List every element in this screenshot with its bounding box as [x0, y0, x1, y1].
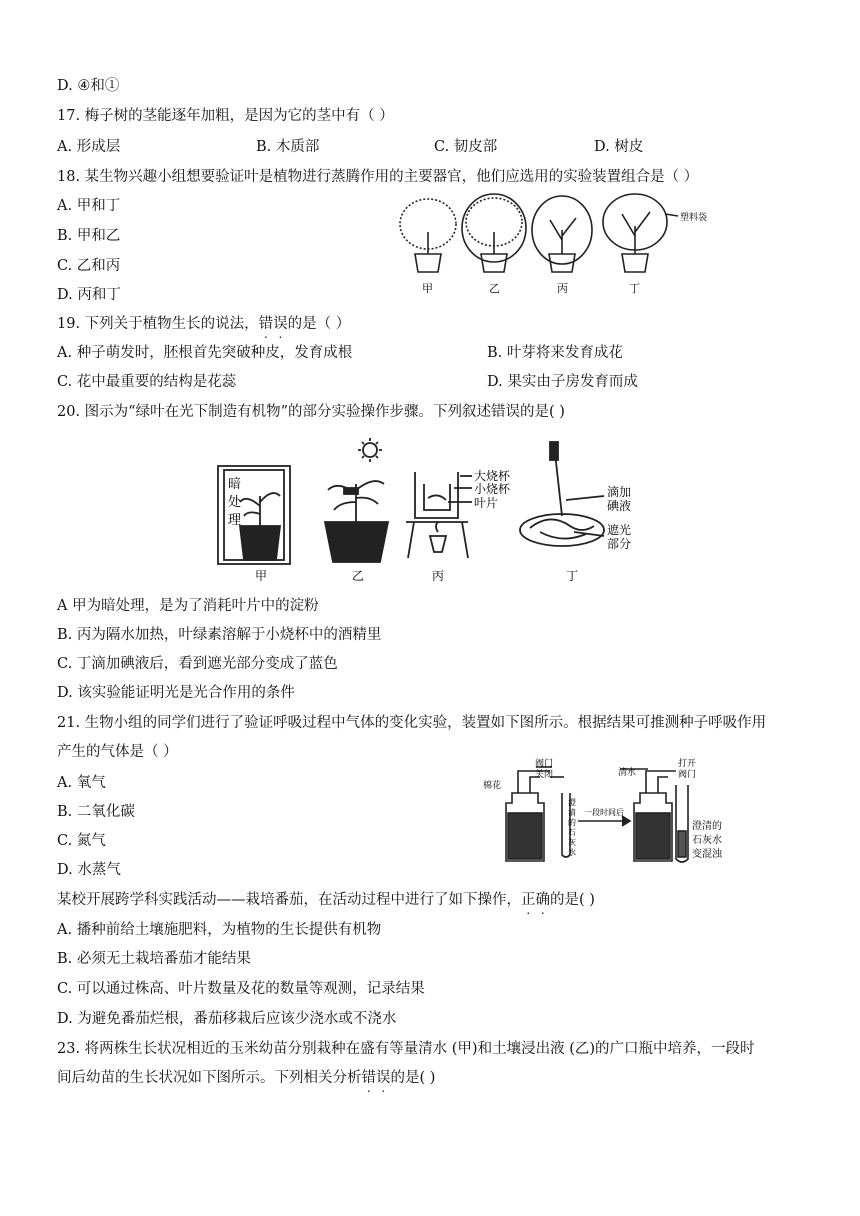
- q22-option-a: A. 播种前给土壤施肥料，为植物的生长提供有机物: [57, 922, 382, 938]
- q21-tube-1: 澄: [568, 798, 576, 807]
- q18-label-ding: 丁: [629, 282, 640, 295]
- q20-callout-leaf: 叶片: [474, 496, 499, 510]
- q18-label-bing: 丙: [557, 282, 568, 295]
- q21-valve-open-2: 阀门: [678, 770, 697, 780]
- q18-bag-label: 塑料袋: [680, 213, 708, 223]
- q17-option-c: C. 韧皮部: [434, 139, 498, 155]
- q17-stem: 17. 梅子树的茎能逐年加粗，是因为它的茎中有（ ）: [57, 108, 394, 124]
- q21-tube-3: 的: [568, 818, 576, 827]
- q21-tube-4: 石: [568, 828, 576, 837]
- q21-valve-open-1: 打开: [678, 759, 697, 769]
- q20-callout-iodine-1: 滴加: [607, 485, 632, 499]
- q21-valve-closed-1: 阀门: [535, 759, 554, 769]
- q21-option-b: B. 二氧化碳: [57, 804, 135, 820]
- q21-stem-line2: 产生的气体是（ ）: [57, 744, 178, 760]
- q19-option-b: B. 叶芽将来发育成花: [487, 345, 623, 361]
- q22-option-b: B. 必须无土栽培番茄才能结果: [57, 951, 251, 967]
- q20-label-jia: 甲: [255, 569, 268, 583]
- q20-option-d: D. 该实验能证明光是光合作用的条件: [57, 685, 295, 701]
- q20-stem: 20. 图示为“绿叶在光下制造有机物”的部分实验操作步骤。下列叙述错误的是( ): [57, 404, 565, 420]
- q21-result-3: 变混浊: [692, 849, 722, 860]
- q20-dark-label-3: 理: [228, 513, 242, 528]
- q18-option-a: A. 甲和丁: [57, 198, 121, 214]
- q21-tube-6: 水: [568, 848, 576, 857]
- q19-option-c: C. 花中最重要的结构是花蕊: [57, 374, 237, 390]
- q18-option-b: B. 甲和乙: [57, 228, 121, 244]
- q16-option-d: D. ④和①: [57, 78, 120, 94]
- q21-option-a: A. 氧气: [57, 775, 106, 791]
- q20-dark-label-1: 暗: [228, 477, 242, 492]
- q21-tube-5: 灰: [568, 838, 576, 847]
- q22-option-c: C. 可以通过株高、叶片数量及花的数量等观测，记录结果: [57, 981, 425, 997]
- q21-figure: [478, 755, 748, 867]
- q22-option-d: D. 为避免番茄烂根，番茄移栽后应该少浇水或不浇水: [57, 1011, 397, 1027]
- q20-callout-shade-2: 部分: [607, 537, 632, 551]
- q21-cotton-label: 棉花: [483, 781, 502, 791]
- q21-water-label: 清水: [618, 768, 637, 778]
- q21-stem-line1: 21. 生物小组的同学们进行了验证呼吸过程中气体的变化实验，装置如下图所示。根据结果可推测种子呼吸作用: [57, 715, 767, 731]
- q20-figure: [210, 436, 660, 584]
- q20-label-ding: 丁: [566, 569, 579, 583]
- q21-result-2: 石灰水: [692, 835, 722, 846]
- q21-option-d: D. 水蒸气: [57, 862, 121, 878]
- q21-valve-closed-2: 关闭: [535, 770, 554, 780]
- q20-option-a: A 甲为暗处理，是为了消耗叶片中的淀粉: [57, 598, 319, 614]
- q20-option-b: B. 丙为隔水加热，叶绿素溶解于小烧杯中的酒精里: [57, 627, 382, 643]
- q17-option-b: B. 木质部: [256, 139, 320, 155]
- q21-option-c: C. 氮气: [57, 833, 106, 849]
- q17-option-a: A. 形成层: [57, 139, 121, 155]
- q23-stem-line1: 23. 将两株生长状况相近的玉米幼苗分别栽种在盛有等量清水 (甲)和土壤浸出液 (乙)的广口瓶中培养，一段时: [57, 1041, 755, 1057]
- q18-option-d: D. 丙和丁: [57, 287, 121, 303]
- q18-stem: 18. 某生物兴趣小组想要验证叶是植物进行蒸腾作用的主要器官，他们应选用的实验装置组合是（ ）: [57, 169, 699, 185]
- q19-option-d: D. 果实由子房发育而成: [487, 374, 638, 390]
- q20-option-c: C. 丁滴加碘液后，看到遮光部分变成了蓝色: [57, 656, 338, 672]
- q17-option-d: D. 树皮: [594, 139, 644, 155]
- q20-callout-shade-1: 遮光: [607, 523, 632, 537]
- q20-callout-small-beaker: 小烧杯: [474, 482, 511, 496]
- q21-result-1: 澄清的: [692, 821, 722, 832]
- q21-tube-2: 清: [568, 808, 576, 817]
- q19-stem: 19. 下列关于植物生长的说法，错误的是（ ）: [57, 316, 351, 332]
- q19-option-a: A. 种子萌发时，胚根首先突破种皮，发育成根: [57, 345, 353, 361]
- q20-dark-label-2: 处: [228, 495, 242, 510]
- q20-label-yi: 乙: [352, 569, 365, 583]
- q21-arrow-label: 一段时间后: [584, 808, 624, 817]
- q18-label-yi: 乙: [489, 282, 500, 295]
- q23-stem-line2: 间后幼苗的生长状况如下图所示。下列相关分析错误的是( ): [57, 1070, 436, 1086]
- q20-callout-iodine-2: 碘液: [607, 499, 632, 513]
- q20-label-bing: 丙: [432, 569, 445, 583]
- q18-option-c: C. 乙和丙: [57, 258, 121, 274]
- q22-stem: 某校开展跨学科实践活动——栽培番茄，在活动过程中进行了如下操作，正确的是( ): [57, 892, 595, 908]
- q20-callout-big-beaker: 大烧杯: [474, 469, 511, 483]
- q18-figure: [390, 192, 740, 297]
- q18-label-jia: 甲: [422, 282, 433, 295]
